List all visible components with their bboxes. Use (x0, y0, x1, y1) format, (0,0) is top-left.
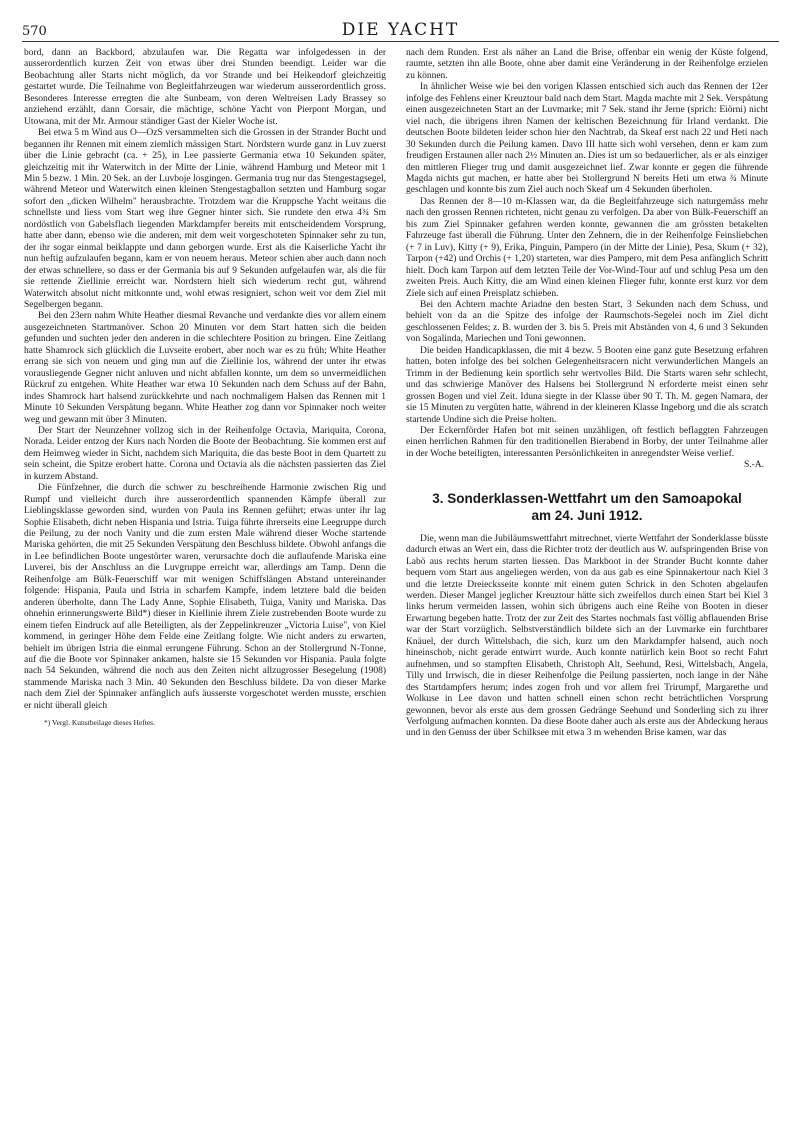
paragraph: In ähnlicher Weise wie bei den vorigen Klassen entschied sich auch das Rennen der 12er infolge des Fehlens einer Kreuztour bald nach dem Start. Magda machte mit 2 Sek. Verspätung einen ausgezeichneten Start an der Luvmarke; mit 7 Sek. stand ihr Jerne (sprich: Eiörni) nicht viel nach, die übrigens ihren Namen der keltischen Bezeichnung für Irland verdankt. Die deutschen Boote bildeten leider schon hier den Nachtrab, da Skeaf erst nach 22 und Heti nach 30 Sekunden durch die Peilung kamen. Davo III hatte sich wohl versehen, denn er kam zum freudigen Erstaunen aller nach 2½ Minuten an. Dies ist um so bedauerlicher, als er als einziger den mittleren Flieger trug und damit ausgezeichnet lief. Zwar konnte er gegen die führende Magda nichts gut machen, er hatte aber bei Stollergrund N bereits Heti um etwa ¾ Minute geschlagen und konnte bis zum Ziel auch noch Skeaf um 4 Sekunden überholen. (406, 82, 768, 196)
paragraph: Die, wenn man die Jubiläumswettfahrt mitrechnet, vierte Wettfahrt der Sonderklasse büsste dadurch etwas an Wert ein, dass die Richter trotz der deutlich aus W. aufspringenden Brise von Labö aus rechts herum starten liessen. Das Markboot in der Strander Bucht konnte daher bequem vom Start aus angeliegen werden, von da aus gab es eine Spinnakertour nach Kiel 3 und die letzte Dreiecksseite konnte mit einem guten Schrick in den Schoten abgelaufen werden. Dieser Mangel jeglicher Kreuztour hätte sich zweifellos durch einen Start bei Kiel 3 links herum vermeiden lassen, wohin sich übrigens auch eine Reihe von Booten in dieser Erwartung begeben hatte. Trotz der zur Zeit des Startes nochmals fast völlig abflauenden Brise war der Start vorzüglich. Selbstverständlich bildete sich an der Luvmarke ein furchtbarer Knäuel, der durch Wittelsbach, die sich, kurz um den Markdampfer halsend, auch noch hineinschob, nicht gerade entwirrt wurde. Auch konnte natürlich kein Boot so recht Fahrt aufnehmen, und so stampften Elisabeth, Christoph Alt, Seehund, Resi, Wittelsbach, Angela, Tilly und Irrwisch, die in dieser Reihenfolge die Peilung passierten, noch lange in der Nähe des Startdampfers herum; indes zogen froh und vor allem frei Trirumpf, Margarethe und Wolkuse in Lee davon und hatten schnell einen schon recht beträchtlichen Vorsprung gewonnen, bevor als erste aus dem grossen Gedränge Seehund und Sonderling sich zu ihrer Verfolgung aufmachen konnten. Da diese Boote daher auch als erste aus der Abdeckung heraus und in den Genuss der über Schilksee mit etwa 3 m wehenden Brise kamen, war das (406, 533, 768, 739)
paragraph: Bei etwa 5 m Wind aus O—OzS versammelten sich die Grossen in der Strander Bucht und begannen ihr Rennen mit einem ziemlich mässigen Start. Nordstern wurde ganz in Luv zuerst über die Linie gebracht (ca. + 25), in Lee passierte Germania etwa 10 Sekunden später, gleichzeitig mit ihr Waterwitch in der Mitte der Linie, während Hamburg und Meteor mit 1 Min 5 bezw. 1 Min. 20 Sek. an der Luvboje losgingen. Germania trug nur das Stengestagsegel, während Meteor und Waterwitch einen kleinen Stengestagballon setzten und Hamburg sogar sofort den „dicken Wilhelm" herausbrachte. Trotzdem war die Kruppsche Yacht weitaus die schnellste und liess vom Start weg ihre Gegner hinter sich. Sie rundete den etwa 4¾ Sm nordöstlich von Gabelsflach liegenden Markdampfer bereits mit entscheidendem Vorsprung, hatte aber dann, ebenso wie die anderen, mit dem weit vorgeschoteten Spinnaker sehr zu tun, der ihr sogar einmal beiklappte und dann geborgen wurde. Erst als die Kaiserliche Yacht ihr nun heftig aufzulaufen begann, kam er von neuem heraus. Meteor schien aber auch dann noch der etwas schnellere, so dass er der Germania bis auf 9 Sekunden aufgelaufen war, als die für sie rettende Ziellinie erreicht war. Nordstern hielt sich wiederum recht gut, während Waterwitch absolut nicht mitkonnte und, wohl etwas resigniert, schon weit vor dem Ziel mit Segelbergen begann. (24, 128, 386, 310)
paragraph: Bei den 23ern nahm White Heather diesmal Revanche und verdankte dies vor allem einem ausgezeichneten Startmanöver. Schon 20 Minuten vor dem Start hatten sich die beiden gefunden und suchten jeder den anderen in die schlechtere Position zu bringen. Eine Zeitlang hatte Shamrock sich glücklich die Luvseite erobert, aber noch war es zu früh; White Heather errang sie sich von neuem und ging nun auf die Ziellinie los, während der unter ihr etwas vorausliegende Gegner nicht anluven und nicht abfallen konnte, um dem so unvermeidlichen Rückruf zu entgehen. White Heather war etwa 10 Sekunden nach dem Schuss auf der Bahn, indes Shamrock hart halsend zurückkehrte und nach nochmaligem Halsen das Rennen mit 1 Minute 10 Sekunden Verspätung begann. White Heather zog dann vor Spinnaker noch weiter weg und gewann mit über 3 Minuten. (24, 311, 386, 425)
section-heading-line-1: 3. Sonderklassen-Wettfahrt um den Samoapokal (432, 490, 742, 506)
paragraph: Das Rennen der 8—10 m-Klassen war, da die Begleitfahrzeuge sich naturgemäss mehr nach den grossen Rennen richteten, nicht genau zu verfolgen. Da aber von Bülk-Feuerschiff an bis zum Ziel Spinnaker gefahren werden konnte, gewannen die am grössten betakelten Fahrzeuge fast überall die Führung. Unter den Zehnern, die in der Reihenfolge Feinsliebchen (+ 7 in Luv), Kitty (+ 9), Erika, Pinguin, Pampero (in der Mitte der Linie), Pesa, Skum (+ 32), Tarpon (+42) und Orchis (+ 1,20) starteten, war dies Pampero, mit dem Pesa anfänglich Schritt hielt. Doch kam Tarpon auf dem letzten Teile der Vor-Wind-Tour auf und schlug Pesa um den zweiten Preis. Auch Kitty, die am Wind einen kleinen Flieger fuhr, konnte erst kurz vor dem Ziele sich auf einen Preisplatz schieben. (406, 196, 768, 299)
section-heading-line-2: am 24. Juni 1912. (531, 507, 643, 523)
paragraph: Die beiden Handicapklassen, die mit 4 bezw. 5 Booten eine ganz gute Besetzung erfahren hatten, boten infolge des bei solchen Gelegenheitsracern nicht verwunderlichen Mangels an Trimm in der Bedienung kein sportlich sehr wertvolles Bild. Die Starts waren sehr schlecht, und das schwierige Manöver des Halsens bei Stollergrund N erforderte meist einen sehr grossen Bogen und viel Zeit. Iduna siegte in der Klasse über 90 T. Th. M. gegen Namara, der sie 15 Minuten zu vergüten hatte, während in der kleineren Klasse Ingeborg und die als scratch startende Undine sich die Preise holten. (406, 345, 768, 425)
footnote: *) Vergl. Kunstbeilage dieses Heftes. (44, 718, 155, 728)
paragraph: Bei den Achtern machte Ariadne den besten Start, 3 Sekunden nach dem Schuss, und behielt von da an die Spitze des infolge der Raumschots-Segelei noch im Ziel dicht geschlossenen Feldes; z. B. wurden der 3. bis 5. Preis mit Abständen von 4, 6 und 3 Sekunden von Sogalinda, Mariechen und Toni gewonnen. (406, 299, 768, 345)
left-column (24, 48, 386, 727)
header-rule (22, 41, 779, 42)
author-signature: S.-A. (743, 460, 764, 471)
paragraph: Der Start der Neunzehner vollzog sich in der Reihenfolge Octavia, Mariquita, Corona, Norada. Leider entzog der Kurs nach Norden die Boote der Beobachtung. Sie kommen erst auf dem Heimweg wieder in Sicht, nachdem sich Mariquita, die das beste Boot in dem Quartett zu sein scheint, die Spitze erobert hatte. Corona und Octavia als die nächsten passierten das Ziel in kurzem Abstand. (24, 425, 386, 482)
running-title: DIE YACHT (341, 20, 460, 40)
paragraph: Die Fünfzehner, die durch die schwer zu beschreibende Harmonie zwischen Rig und Rumpf und vielleicht durch ihre ausserordentlich spannenden Kämpfe überall zur Lieblingsklasse geworden sind, wurden von Paula ins Rennen geführt; etwas unter ihr lag Sophie Elisabeth, dicht neben Hispania und Istria. Tuiga führte ihrerseits eine Leegruppe durch die Peilung, zu der noch Vanity und die zum ersten Male während dieser Woche startende Mariska gehörten, die mit 25 Sekunden Verspätung den Beschluss bildete. Obwohl anfangs die in Lee befindlichen Boote ungestörter waren, verursachte doch die auflaufende Mariska eine Luverei, bis der Anschluss an die Luvgruppe erreicht war, allerdings am Tamp. Denn die Reihenfolge am Bülk-Feuerschiff war mit wenigen Schiffslängen Abstand untereinander folgende: Hispania, Paula und Istria in scharfem Kampfe, indem letztere bald die beiden anderen überholte, dann The Lady Anne, Sophie Elisabeth, Tuiga, Vanity und Mariska. Das ohnehin erinnerungswerte Bild*) dieser in Kiellinie ihrem Ziele zustrebenden Boote wurde zu einem tiefen Eindruck auf alle Beteiligten, als der Zeppelinkreuzer „Victoria Luise", von Kiel kommend, in geringer Höhe dem Felde eine Zeitlang folgte. Wie nicht anders zu erwarten, behielt im übrigen Istria die einmal errungene Führung. Schon an der Stollergrund N-Tonne, auf die die Boote vor Spinnaker ankamen, halste sie 15 Sekunden vor Hispania. Paula folgte nach 54 Sekunden, während die noch aus den Zeiten nicht allzugrosser Besegelung (1908) stammende Mariska nach 3 Min. 40 Sekunden den Beschluss bildete. Da von dieser Marke nach dem Ziel der Spinnaker anfänglich aufs äusserste vorgeschotet werden musste, erschien er nicht überall gleich (24, 483, 386, 711)
paragraph: bord, dann an Backbord, abzulaufen war. Die Regatta war infolgedessen in der ausserordentlich kurzen Zeit von etwas über drei Stunden beendigt. Leider war die Beobachtung aller Starts nicht möglich, da vor Strande und bei Heikendorf gleichzeitig gestartet wurde. Die Teilnahme von Begleitfahrzeugen war wiederum ausserordentlich gross. Besonderes Interesse erregten die alte Sunbeam, von deren Weltreisen Lady Brassey so anziehend erzählt, dann Corsair, die mächtige, schöne Yacht von Pierpont Morgan, und Utowana, mit der Mr. Armour ständiger Gast der Kieler Woche ist. (24, 48, 386, 127)
paragraph: Der Eckernförder Hafen bot mit seinen unzähligen, oft festlich beflaggten Fahrzeugen einen herrlichen Rahmen für den traditionellen Bierabend in Borby, der unter Teilnahme aller in der Woche beteiligten, interessanten Persönlichkeiten in anregendster Weise verlief. (406, 425, 768, 459)
section-heading (406, 490, 768, 524)
paragraph: nach dem Runden. Erst als näher an Land die Brise, offenbar ein wenig der Küste folgend, raumte, setzten ihn alle Boote, ohne aber damit eine Veränderung in der Reihenfolge erzielen zu können. (406, 48, 768, 81)
page-number: 570 (22, 24, 47, 39)
right-column (406, 48, 768, 740)
page-header (22, 14, 779, 44)
